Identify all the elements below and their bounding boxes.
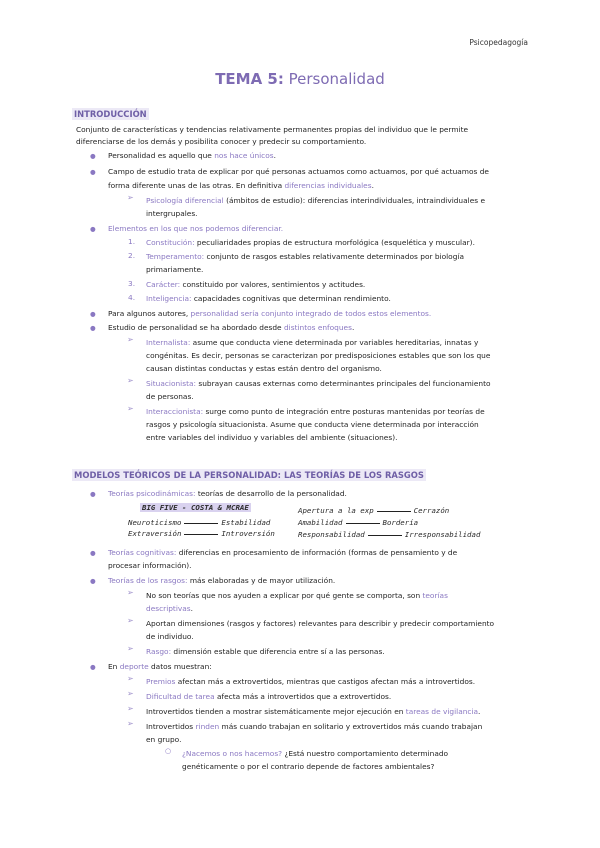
interaccionista-line-3: entre variables del individuo y variables del ambiente (situaciones). [146,433,398,442]
nacemos-line-2: genéticamente o por el contrario depende de factores ambientales? [182,762,435,771]
bullet-enfoques: Estudio de personalidad se ha abordado desde distintos enfoques. [108,323,355,332]
psico-diferencial-line-2: intergrupales. [146,209,198,218]
item-temperamento-line-2: primariamente. [146,265,204,274]
bullet-unicos: Personalidad es aquello que nos hace únicos. [108,151,276,160]
number-1: 1. [128,237,136,246]
bullet-campo-line-1: Campo de estudio trata de explicar por qué personas actuamos como actuamos, por qué actuamos de [108,167,489,176]
title-rest: Personalidad [283,70,385,88]
arrow-icon: ➢ [127,616,134,625]
bullet-icon: ● [90,549,96,557]
bullet-icon: ● [90,152,96,160]
bigfive-responsabilidad: Responsabilidad Irresponsabilidad [298,530,481,539]
circle-bullet-icon: ○ [165,747,172,755]
title-bold: TEMA 5: [215,70,284,88]
bigfive-apertura: Apertura a la exp Cerrazón [298,506,450,515]
bullet-psicodinamicas: Teorías psicodinámicas: teorías de desarrollo de la personalidad. [108,489,347,498]
deporte-premios: Premios afectan más a extrovertidos, mientras que castigos afectan más a introvertidos. [146,677,476,686]
bullet-icon: ● [90,490,96,498]
nacemos-line-1: ¿Nacemos o nos hacemos? ¿Está nuestro comportamiento determinado [182,749,449,758]
number-4: 4. [128,293,136,302]
arrow-icon: ➢ [127,588,134,597]
deporte-dificultad: Dificultad de tarea afecta más a introvertidos que a extrovertidos. [146,692,392,701]
arrow-icon: ➢ [127,689,134,698]
bullet-icon: ● [90,168,96,176]
arrow-icon: ➢ [127,644,134,653]
deporte-vigilancia: Introvertidos tienden a mostrar sistemáticamente mejor ejecución en tareas de vigilancia. [146,707,481,716]
rasgos-dimensiones-line-1: Aportan dimensiones (rasgos y factores) relevantes para describir y predecir comportamiento [146,619,495,628]
bullet-deporte: En deporte datos muestran: [108,662,212,671]
internalista-line-2: congénitas. Es decir, personas se caracterizan por predisposiciones estables que son los que [146,351,491,360]
arrow-icon: ➢ [127,704,134,713]
bullet-icon: ● [90,324,96,332]
psico-diferencial-line-1: Psicología diferencial (ámbitos de estudio): diferencias interindividuales, intraindividuales e [146,196,485,205]
bullet-cognitivas-line-2: procesar información). [108,561,192,570]
bigfive-heading: BIG FIVE - COSTA & MCRAE [142,503,249,512]
rasgos-dimensiones-line-2: de individuo. [146,632,194,641]
bigfive-extraversion: Extraversión Introversión [128,529,275,538]
item-temperamento-line-1: Temperamento: conjunto de rasgos estables relativamente determinados por biología [146,252,464,261]
intro-line-1: Conjunto de características y tendencias relativamente permanentes propias del individuo que le permite [76,125,469,134]
page-header: Psicopedagogía [469,38,528,47]
interaccionista-line-2: rasgos y psicología situacionista. Asume que conducta viene determinada por interacción [146,420,479,429]
bullet-icon: ● [90,310,96,318]
item-constitucion: Constitución: peculiaridades propias de estructura morfológica (esquelética y muscular). [146,238,475,247]
situacionista-line-1: Situacionista: subrayan causas externas como determinantes principales del funcionamiento [146,379,491,388]
bullet-cognitivas-line-1: Teorías cognitivas: diferencias en procesamiento de información (formas de pensamiento y de [108,548,458,557]
section-heading-modelos: MODELOS TEÓRICOS DE LA PERSONALIDAD: LAS TEORÍAS DE LOS RASGOS [74,470,424,480]
bullet-campo-line-2: forma diferente unas de las otras. En definitiva diferencias individuales. [108,181,374,190]
deporte-rinden-line-2: en grupo. [146,735,182,744]
bullet-rasgos: Teorías de los rasgos: más elaboradas y de mayor utilización. [108,576,336,585]
rasgos-descriptivas-line-2: descriptivas. [146,604,193,613]
internalista-line-1: Internalista: asume que conducta viene determinada por variables hereditarias, innatas y [146,338,479,347]
arrow-icon: ➢ [127,404,134,413]
bullet-icon: ● [90,225,96,233]
bullet-icon: ● [90,663,96,671]
bullet-elementos: Elementos en los que nos podemos diferenciar. [108,224,284,233]
situacionista-line-2: de personas. [146,392,194,401]
bullet-icon: ● [90,577,96,585]
intro-line-2: diferenciarse de los demás y posibilita conocer y predecir su comportamiento. [76,137,367,146]
interaccionista-line-1: Interaccionista: surge como punto de integración entre posturas mantenidas por teorías de [146,407,485,416]
bullet-autores: Para algunos autores, personalidad sería conjunto integrado de todos estos elementos. [108,309,432,318]
bigfive-amabilidad: Amabilidad Bordería [298,518,419,527]
item-caracter: Carácter: constituido por valores, sentimientos y actitudes. [146,280,366,289]
arrow-icon: ➢ [127,376,134,385]
number-3: 3. [128,279,136,288]
number-2: 2. [128,251,136,260]
deporte-rinden-line-1: Introvertidos rinden más cuando trabajan en solitario y extrovertidos más cuando trabajan [146,722,483,731]
arrow-icon: ➢ [127,719,134,728]
page-title [0,70,600,88]
arrow-icon: ➢ [127,193,134,202]
rasgo-definicion: Rasgo: dimensión estable que diferencia entre sí a las personas. [146,647,385,656]
arrow-icon: ➢ [127,335,134,344]
rasgos-descriptivas-line-1: No son teorías que nos ayuden a explicar por qué gente se comporta, son teorías [146,591,448,600]
bigfive-neuroticismo: Neuroticismo Estabilidad [128,518,271,527]
internalista-line-3: causan distintas conductas y estas están dentro del organismo. [146,364,382,373]
section-heading-introduccion: INTRODUCCIÓN [74,109,147,119]
item-inteligencia: Inteligencia: capacidades cognitivas que determinan rendimiento. [146,294,391,303]
arrow-icon: ➢ [127,674,134,683]
